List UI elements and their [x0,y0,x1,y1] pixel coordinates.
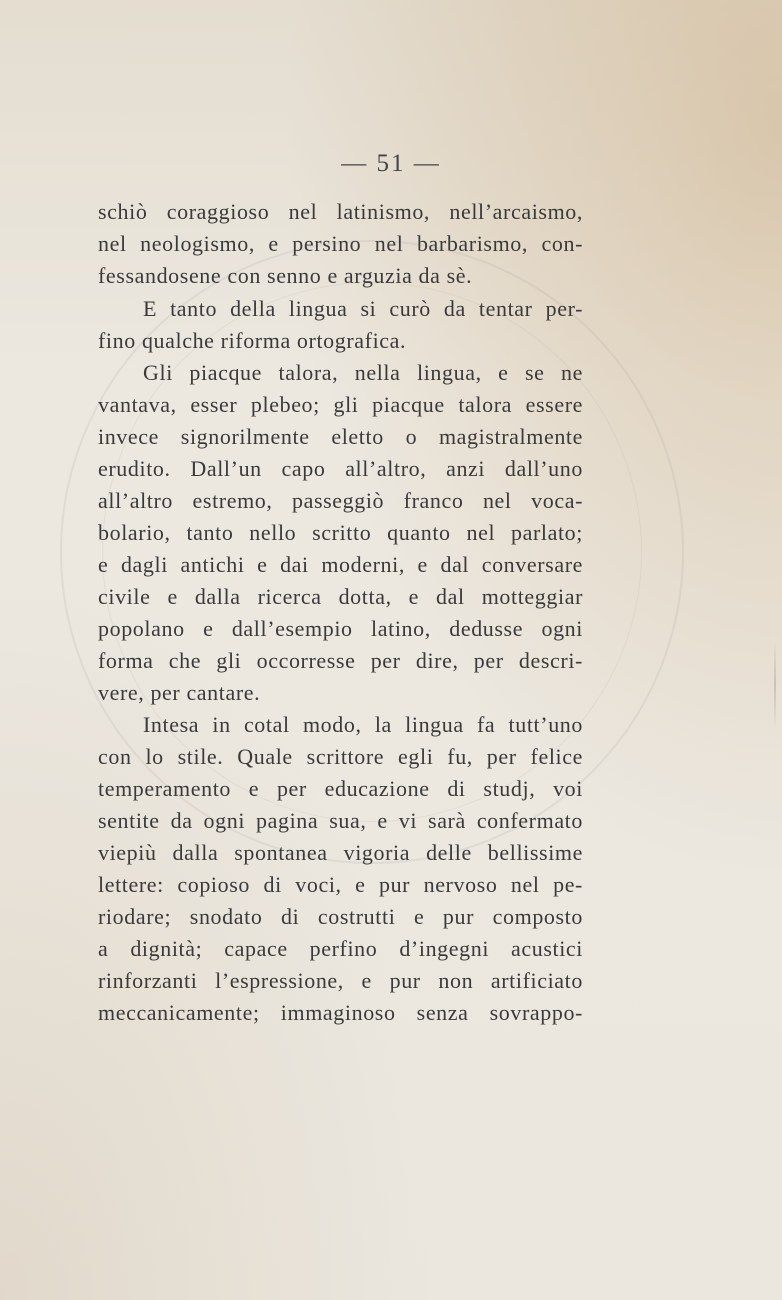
text-line: fino qualche riforma ortografica. [98,328,407,353]
text-line: vere, per cantare. [98,680,261,705]
text-line: bolario, tanto nello scritto quanto nel parlato; [98,520,583,545]
text-line: forma che gli occorresse per dire, per descri- [98,648,583,673]
text-line: fessandosene con senno e arguzia da sè. [98,263,473,288]
text-line: rinforzanti l’espressione, e pur non artificiato [98,968,583,993]
text-line: lettere: copioso di voci, e pur nervoso nel pe- [98,872,583,897]
text-line: e dagli antichi e dai moderni, e dal conversare [98,552,583,577]
text-line: nel neologismo, e persino nel barbarismo, con- [98,231,583,256]
text-line: sentite da ogni pagina sua, e vi sarà confermato [98,808,583,833]
text-line: vantava, esser plebeo; gli piacque talora essere [98,392,583,417]
text-line: all’altro estremo, passeggiò franco nel voca- [98,488,583,513]
text-line: civile e dalla ricerca dotta, e dal motteggiar [98,584,583,609]
text-line: Intesa in cotal modo, la lingua fa tutt’uno [143,712,583,737]
text-line: popolano e dall’esempio latino, dedusse ogni [98,616,583,641]
page-edge-stain [774,640,776,730]
text-line: Gli piacque talora, nella lingua, e se ne [143,360,583,385]
text-line: schiò coraggioso nel latinismo, nell’arcaismo, [98,199,583,224]
text-line: erudito. Dall’un capo all’altro, anzi dall’uno [98,456,583,481]
text-line: meccanicamente; immaginoso senza sovrappo- [98,1000,583,1025]
text-line: temperamento e per educazione di studj, voi [98,776,583,801]
text-line: con lo stile. Quale scrittore egli fu, per felice [98,744,583,769]
text-line: invece signorilmente eletto o magistralmente [98,424,583,449]
page-number: — 51 — [341,150,441,177]
text-line: viepiù dalla spontanea vigoria delle bellissime [98,840,583,865]
text-line: a dignità; capace perfino d’ingegni acustici [98,936,583,961]
text-line: riodare; snodato di costrutti e pur composto [98,904,583,929]
text-line: E tanto della lingua si curò da tentar per- [143,296,583,321]
